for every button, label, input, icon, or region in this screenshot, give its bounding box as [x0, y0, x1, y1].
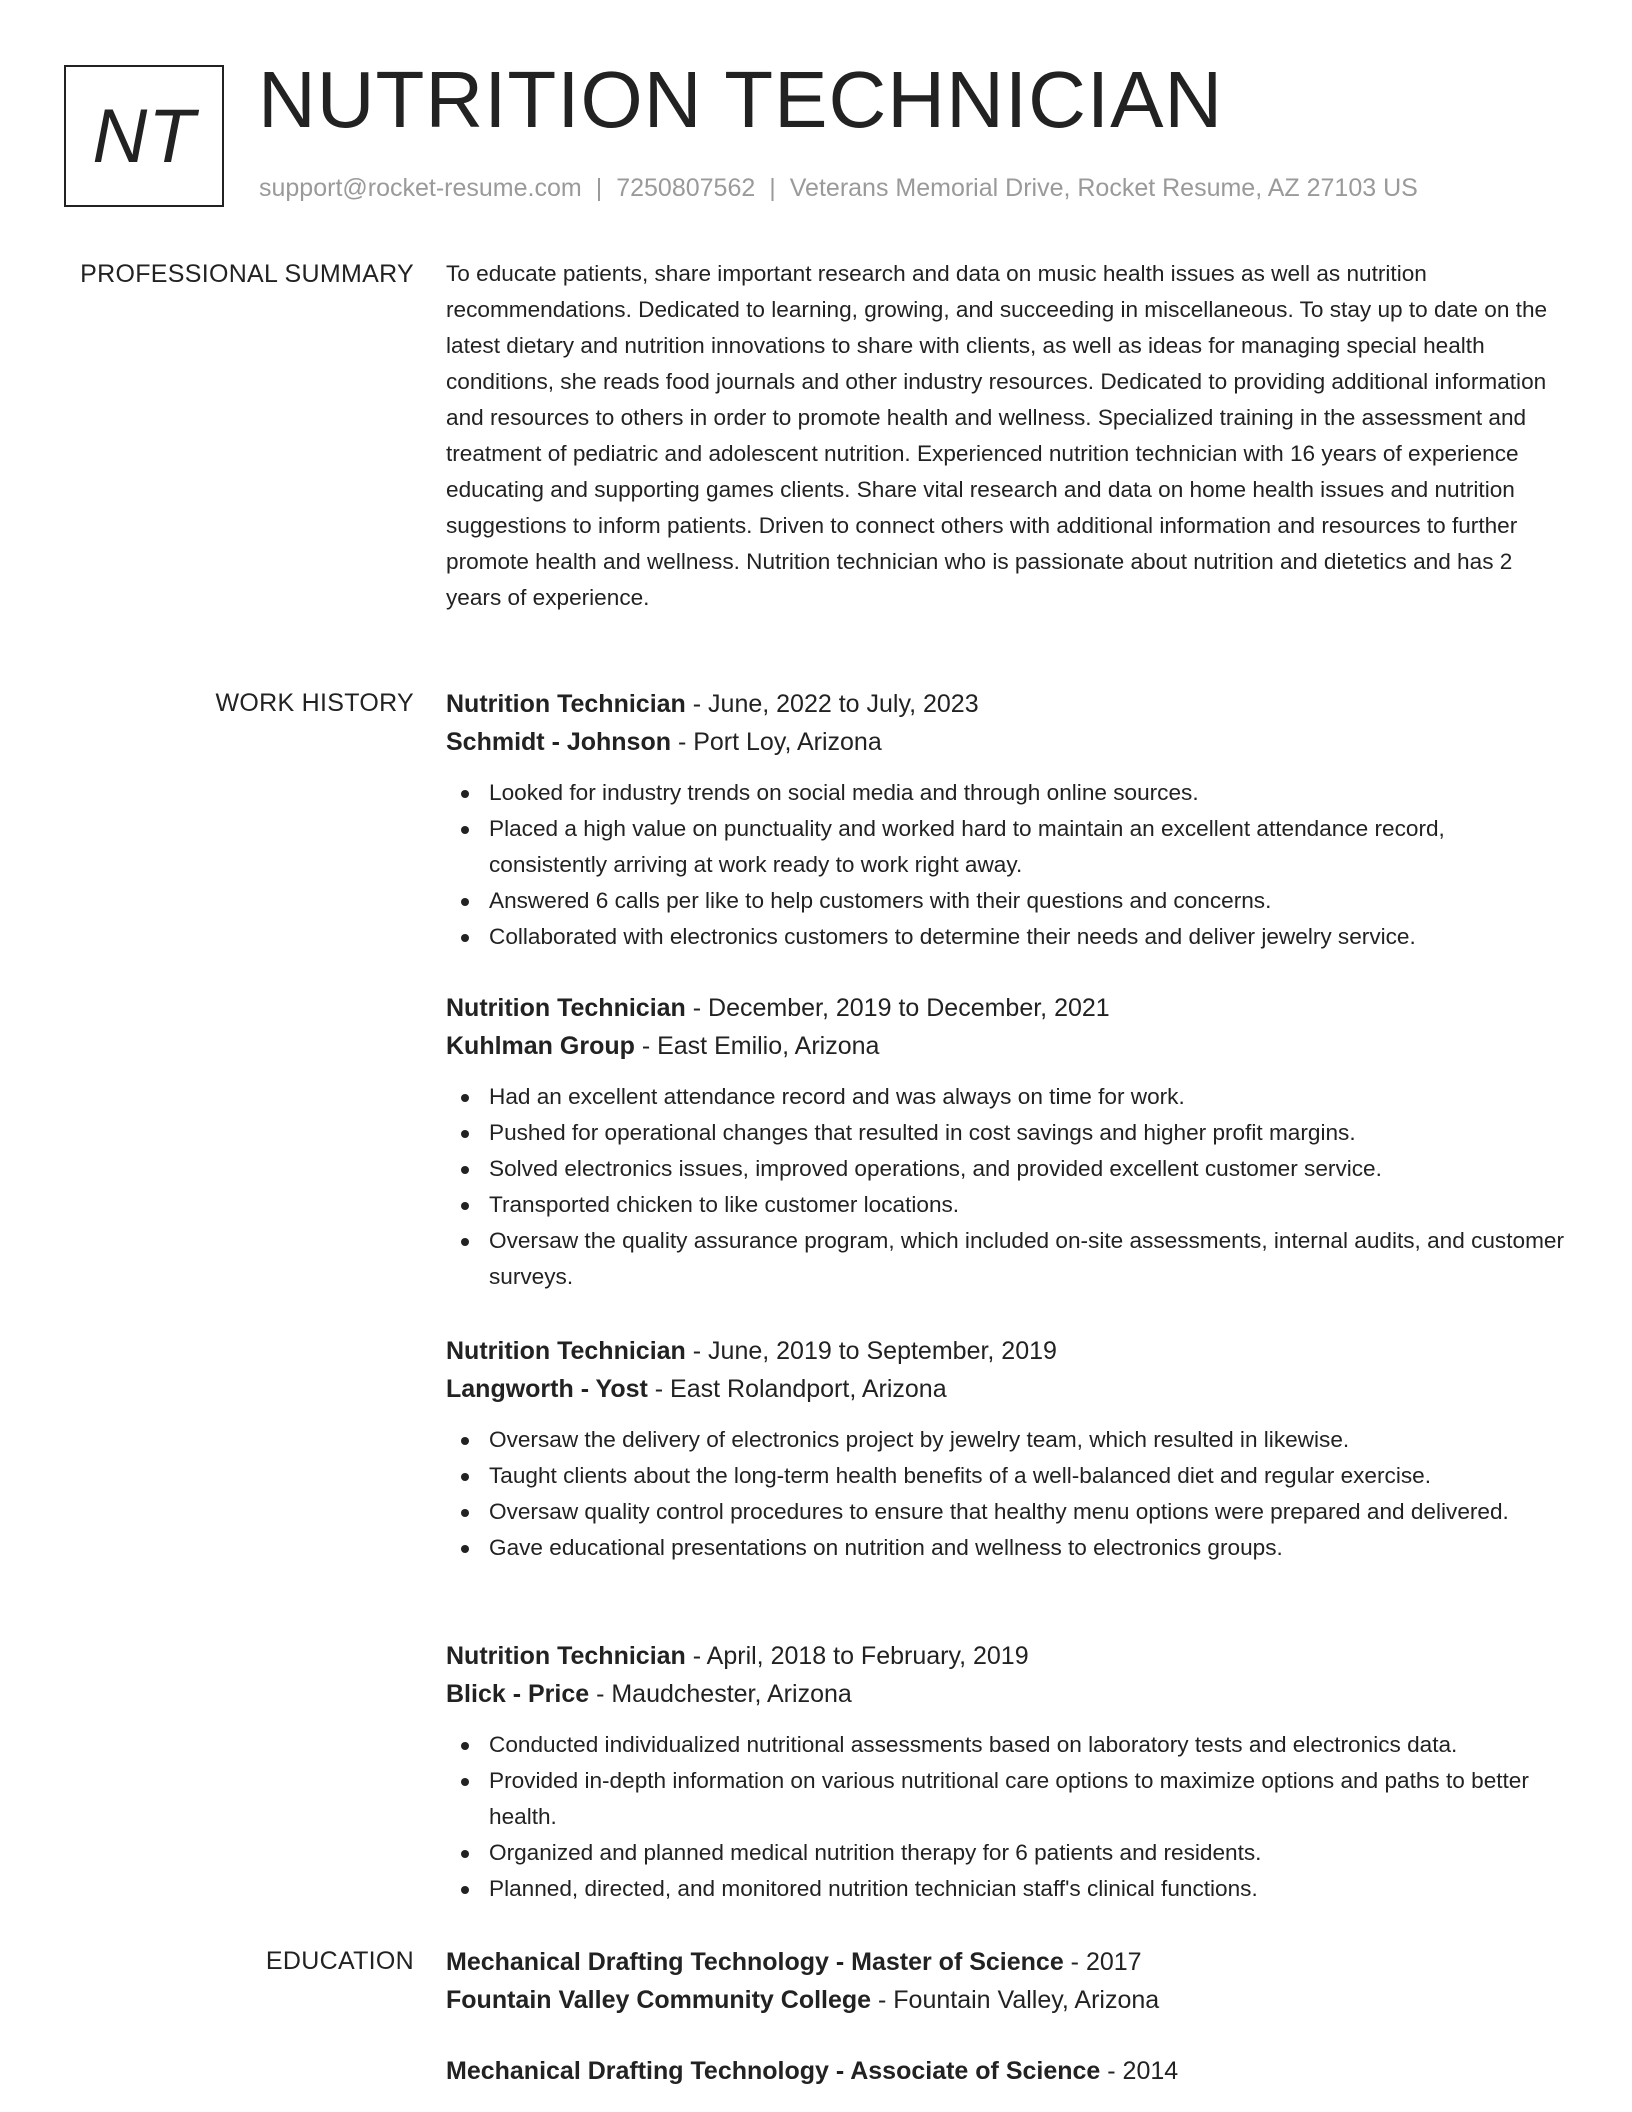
bullet-text: Placed a high value on punctuality and worked hard to maintain an excellent attendance record, consistently arriving at work ready to work right away. [489, 816, 1445, 877]
education-degree-line [446, 2052, 1564, 2090]
job-company-line [446, 1370, 1564, 1408]
education-location: - Fountain Valley, Arizona [871, 1986, 1160, 2014]
job-bullet [446, 1494, 1564, 1530]
bullet-dot [461, 1238, 469, 1246]
job-title: Nutrition Technician [446, 1337, 686, 1365]
job-bullet [446, 811, 1564, 883]
job-company-line [446, 723, 1564, 761]
job-bullets [446, 1727, 1564, 1907]
bullet-text: Gave educational presentations on nutrition and wellness to electronics groups. [489, 1535, 1283, 1560]
job-bullet [446, 1458, 1564, 1494]
education-degree: Mechanical Drafting Technology - Associate of Science [446, 2057, 1101, 2085]
job-bullet [446, 1187, 1564, 1223]
job-dates: - June, 2019 to September, 2019 [685, 1337, 1057, 1365]
bullet-text: Collaborated with electronics customers to determine their needs and deliver jewelry service. [489, 924, 1416, 949]
bullet-text: Oversaw the quality assurance program, which included on-site assessments, internal audits, and customer surveys. [489, 1228, 1564, 1289]
education-year: - 2017 [1063, 1948, 1142, 1976]
education-entry [446, 1943, 1564, 2019]
education-degree: Mechanical Drafting Technology - Master of Science [446, 1948, 1064, 1976]
job-dates: - April, 2018 to February, 2019 [685, 1642, 1029, 1670]
bullet-dot [461, 790, 469, 798]
bullet-dot [461, 1509, 469, 1517]
bullet-dot [461, 1742, 469, 1750]
bullet-dot [461, 1437, 469, 1445]
job-bullet [446, 775, 1564, 811]
education-degree-line [446, 1943, 1564, 1981]
job-location: - Maudchester, Arizona [589, 1680, 852, 1708]
education-school-line [446, 1981, 1564, 2019]
bullet-text: Oversaw the delivery of electronics project by jewelry team, which resulted in likewise. [489, 1427, 1350, 1452]
job-bullet [446, 883, 1564, 919]
job-entry [446, 1637, 1564, 1907]
job-bullet [446, 1079, 1564, 1115]
bullet-dot [461, 1202, 469, 1210]
job-bullet [446, 1115, 1564, 1151]
job-entry [446, 1332, 1564, 1566]
bullet-dot [461, 934, 469, 942]
contact-separator: | [595, 174, 603, 202]
job-bullets [446, 775, 1564, 955]
education-entry [446, 2052, 1564, 2090]
job-company: Schmidt - Johnson [446, 728, 671, 756]
bullet-text: Taught clients about the long-term health benefits of a well-balanced diet and regular exercise. [489, 1463, 1431, 1488]
job-bullet [446, 1835, 1564, 1871]
education-school: Fountain Valley Community College [446, 1986, 872, 2014]
bullet-dot [461, 1545, 469, 1553]
job-company-line [446, 1027, 1564, 1065]
bullet-dot [461, 1778, 469, 1786]
job-bullets [446, 1079, 1564, 1295]
contact-address: Veterans Memorial Drive, Rocket Resume, AZ 27103 US [789, 174, 1418, 202]
summary-text: To educate patients, share important research and data on music health issues as well as nutrition recommendations. Dedicated to learning, growing, and succeeding in miscellaneous. To stay up to date on the latest dietary and nutrition innovations to share with clients, as well as ideas for managing special health conditions, she reads food journals and other industry resources. Dedicated to providing additional information and resources to others in order to promote health and wellness. Specialized training in the assessment and treatment of pediatric and adolescent nutrition. Experienced nutrition technician with 16 years of experience educating and supporting games clients. Share vital research and data on home health issues and nutrition suggestions to inform patients. Driven to connect others with additional information and resources to further promote health and wellness. Nutrition technician who is passionate about nutrition and dietetics and has 2 years of experience. [446, 261, 1548, 610]
job-title-line [446, 1637, 1564, 1675]
summary-body [446, 256, 1564, 616]
job-entry [446, 989, 1564, 1295]
bullet-text: Transported chicken to like customer locations. [489, 1192, 960, 1217]
job-bullet [446, 1151, 1564, 1187]
job-bullet [446, 1223, 1564, 1295]
bullet-text: Planned, directed, and monitored nutrition technician staff's clinical functions. [489, 1876, 1258, 1901]
job-title: Nutrition Technician [446, 690, 686, 718]
job-title: Nutrition Technician [446, 994, 686, 1022]
bullet-text: Solved electronics issues, improved operations, and provided excellent customer service. [489, 1156, 1382, 1181]
job-title-line [446, 1332, 1564, 1370]
job-location: - East Emilio, Arizona [634, 1032, 880, 1060]
bullet-dot [461, 1886, 469, 1894]
job-bullet [446, 1727, 1564, 1763]
job-location: - East Rolandport, Arizona [647, 1375, 947, 1403]
bullet-dot [461, 898, 469, 906]
job-bullet [446, 1530, 1564, 1566]
bullet-dot [461, 1850, 469, 1858]
bullet-text: Conducted individualized nutritional assessments based on laboratory tests and electronics data. [489, 1732, 1458, 1757]
education-label: EDUCATION [265, 1947, 414, 1975]
bullet-text: Oversaw quality control procedures to ensure that healthy menu options were prepared and delivered. [489, 1499, 1509, 1524]
job-location: - Port Loy, Arizona [671, 728, 882, 756]
monogram-initials: NT [64, 65, 224, 207]
bullet-dot [461, 1094, 469, 1102]
job-title-line [446, 685, 1564, 723]
job-bullet [446, 1763, 1564, 1835]
job-dates: - June, 2022 to July, 2023 [685, 690, 979, 718]
bullet-text: Provided in-depth information on various nutritional care options to maximize options and paths to better health. [489, 1768, 1529, 1829]
job-bullet [446, 1422, 1564, 1458]
bullet-text: Organized and planned medical nutrition therapy for 6 patients and residents. [489, 1840, 1262, 1865]
education-year: - 2014 [1100, 2057, 1179, 2085]
bullet-dot [461, 826, 469, 834]
job-company: Kuhlman Group [446, 1032, 635, 1060]
contact-separator: | [769, 174, 776, 202]
job-dates: - December, 2019 to December, 2021 [685, 994, 1110, 1022]
work-history-label: WORK HISTORY [215, 689, 414, 717]
job-title-line [446, 989, 1564, 1027]
bullet-text: Answered 6 calls per like to help customers with their questions and concerns. [489, 888, 1272, 913]
job-company-line [446, 1675, 1564, 1713]
bullet-text: Looked for industry trends on social media and through online sources. [489, 780, 1199, 805]
job-bullets [446, 1422, 1564, 1566]
job-bullet [446, 1871, 1564, 1907]
bullet-dot [461, 1473, 469, 1481]
contact-email[interactable]: support@rocket-resume.com [259, 174, 582, 202]
contact-line [259, 174, 1418, 203]
contact-phone[interactable]: 7250807562 [616, 174, 756, 202]
job-bullet [446, 919, 1564, 955]
bullet-text: Pushed for operational changes that resulted in cost savings and higher profit margins. [489, 1120, 1356, 1145]
summary-label: PROFESSIONAL SUMMARY [80, 260, 414, 288]
bullet-dot [461, 1166, 469, 1174]
resume-name-title: NUTRITION TECHNICIAN [258, 55, 1224, 144]
job-title: Nutrition Technician [446, 1642, 686, 1670]
bullet-text: Had an excellent attendance record and was always on time for work. [489, 1084, 1185, 1109]
job-company: Langworth - Yost [446, 1375, 648, 1403]
job-entry [446, 685, 1564, 955]
bullet-dot [461, 1130, 469, 1138]
job-company: Blick - Price [446, 1680, 590, 1708]
